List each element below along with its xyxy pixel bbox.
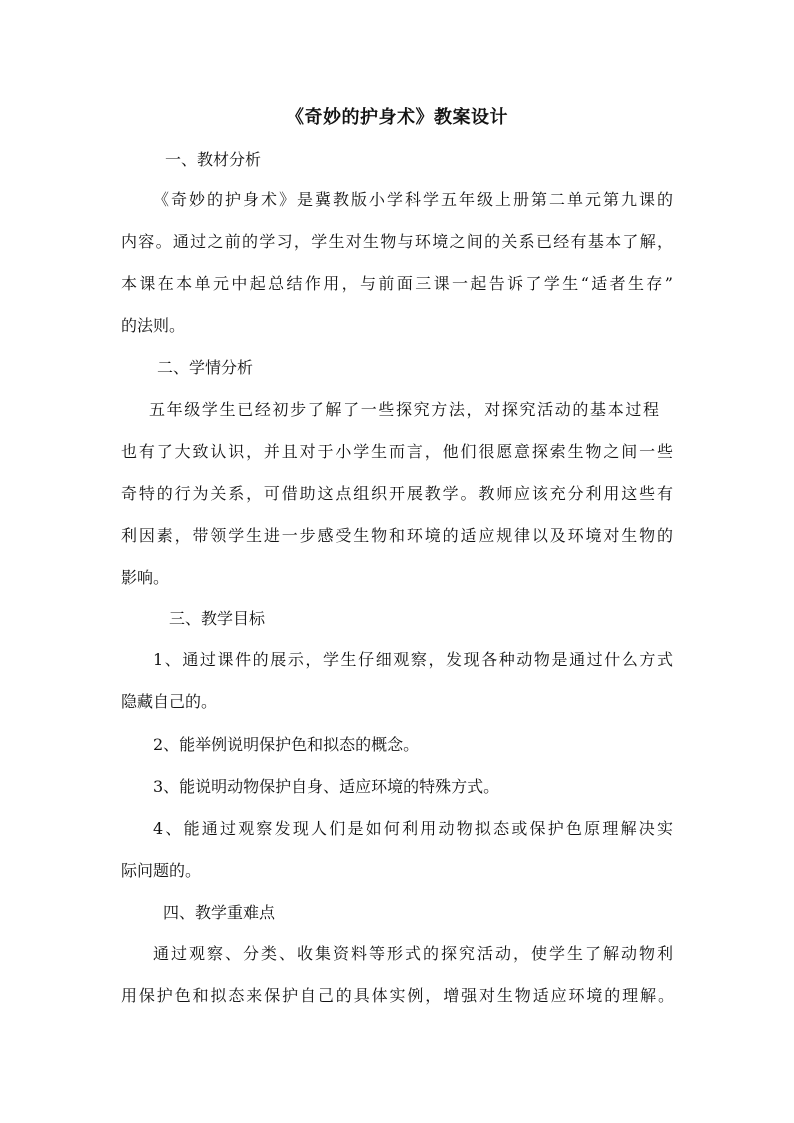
section-heading: 三、教学目标 [169, 609, 266, 628]
section-heading: 一、教材分析 [165, 150, 262, 169]
section-heading: 二、学情分析 [157, 358, 254, 377]
paragraph-line: 也有了大致认识，并且对于小学生而言，他们很愿意探索生物之间一些 [121, 442, 673, 461]
paragraph-line: 奇特的行为关系，可借助这点组织开展教学。教师应该充分利用这些有 [121, 484, 673, 503]
paragraph-line: 影响。 [121, 568, 170, 587]
paragraph-line: 2、能举例说明保护色和拟态的概念。 [153, 735, 420, 754]
paragraph-line: 4、能通过观察发现人们是如何利用动物拟态或保护色原理解决实 [153, 819, 673, 838]
paragraph-line: 际问题的。 [121, 861, 202, 880]
paragraph-line: 的法则。 [121, 316, 186, 335]
paragraph-line: 1、通过课件的展示，学生仔细观察，发现各种动物是通过什么方式 [153, 650, 673, 669]
paragraph-line: 用保护色和拟态来保护自己的具体实例，增强对生物适应环境的理解。 [121, 986, 674, 1005]
paragraph-line: 本课在本单元中起总结作用，与前面三课一起告诉了学生“适者生存” [121, 274, 673, 293]
paragraph-line: 五年级学生已经初步了解了一些探究方法，对探究活动的基本过程 [149, 400, 659, 419]
paragraph-line: 隐藏自己的。 [121, 692, 218, 711]
paragraph-line: 内容。通过之前的学习，学生对生物与环境之间的关系已经有基本了解， [121, 232, 673, 251]
paragraph-line: 《奇妙的护身术》是冀教版小学科学五年级上册第二单元第九课的 [153, 190, 673, 209]
paragraph-line: 3、能说明动物保护自身、适应环境的特殊方式。 [153, 777, 500, 796]
paragraph-line: 通过观察、分类、收集资料等形式的探究活动，使学生了解动物利 [153, 944, 673, 963]
document-title: 《奇妙的护身术》教案设计 [286, 107, 508, 128]
section-heading: 四、教学重难点 [163, 903, 276, 922]
paragraph-line: 利因素，带领学生进一步感受生物和环境的适应规律以及环境对生物的 [121, 526, 673, 545]
